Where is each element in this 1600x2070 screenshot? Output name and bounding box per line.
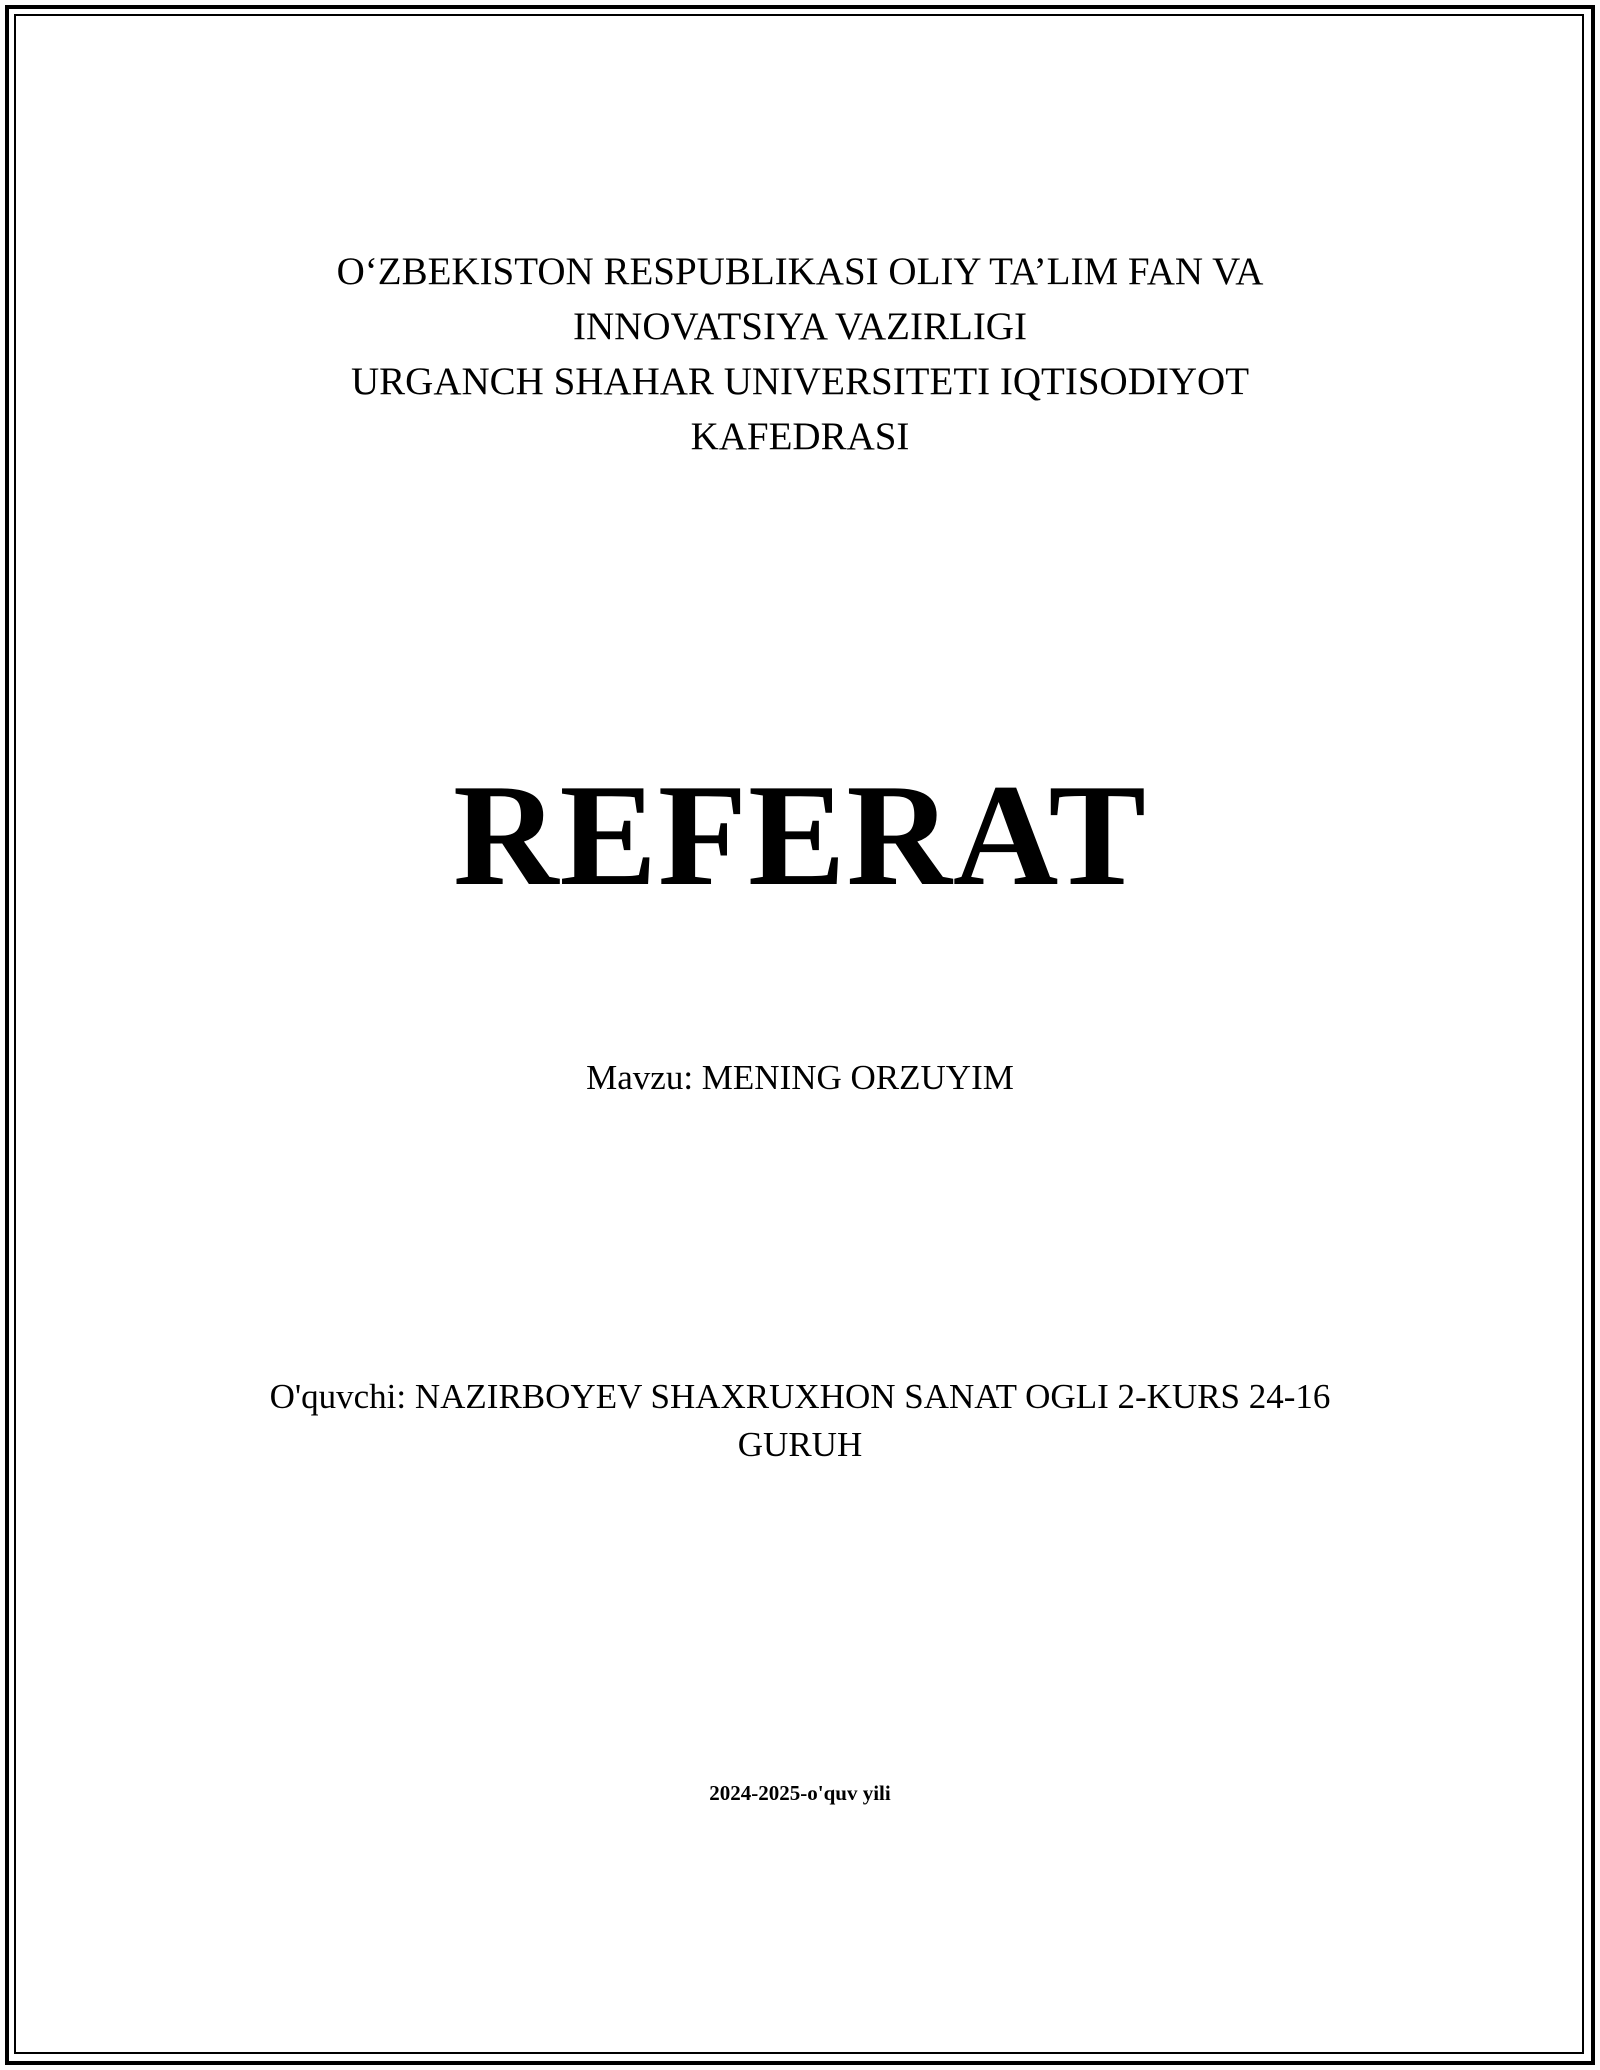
header-line-2: INNOVATSIYA VAZIRLIGI	[573, 305, 1027, 348]
document-title: REFERAT	[453, 754, 1147, 916]
header-line-3: URGANCH SHAHAR UNIVERSITETI IQTISODIYOT	[350, 360, 1250, 403]
topic-line: Mavzu: MENING ORZUYIM	[586, 1058, 1014, 1097]
student-line-2: GURUH	[737, 1425, 863, 1464]
academic-year: 2024-2025-o'quv yili	[709, 1781, 891, 1805]
student-line-1: O'quvchi: NAZIRBOYEV SHAXRUXHON SANAT OGLI 2-KURS 24-16	[269, 1377, 1331, 1416]
header-line-1: O‘ZBEKISTON RESPUBLIKASI OLIY TA’LIM FAN VA	[336, 250, 1264, 293]
institution-header	[0, 244, 1600, 464]
student-info	[0, 1373, 1600, 1469]
header-line-4: KAFEDRASI	[690, 415, 910, 458]
